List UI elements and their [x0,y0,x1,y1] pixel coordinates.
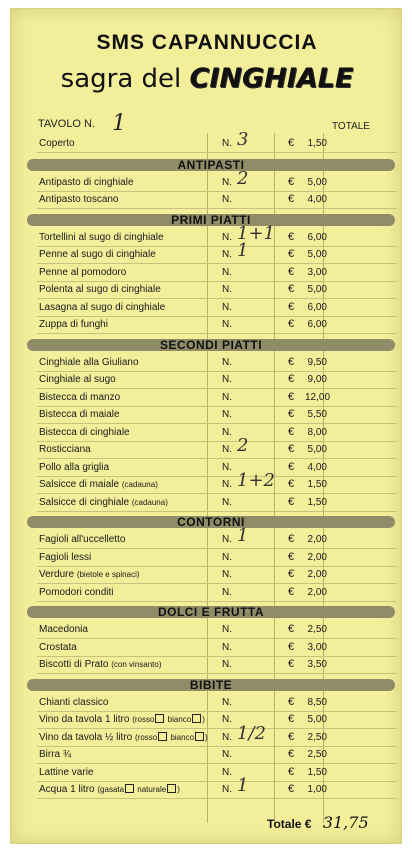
menu-item [37,694,397,712]
row-line [37,798,397,799]
euro-sign: € [288,137,295,149]
quantity-handwritten: 2 [237,167,249,189]
quantity-label: N. [222,409,232,420]
quantity-label: N. [222,784,232,795]
euro-sign: € [288,460,295,473]
item-name: Macedonia [39,624,88,635]
menu-item [37,389,397,407]
item-note: bianco [165,715,192,724]
grand-total-value: 31,75 [322,813,369,832]
grand-total [267,813,369,832]
euro-sign: € [288,478,295,490]
euro-sign: € [288,533,295,545]
quantity-label: N. [222,586,232,598]
section-title: BIBITE [189,677,233,692]
menu-item [37,711,397,729]
menu-item [37,656,397,674]
euro-sign: € [288,248,295,260]
subtitle-big: CINGHIALE [189,63,354,94]
euro-sign: € [288,585,295,598]
item-price: 4,00 [307,194,327,205]
quantity-handwritten: 1 [237,525,249,546]
total-column-label: TOTALE [332,121,370,132]
euro-sign: € [288,230,295,243]
menu-item [37,525,397,549]
euro-sign: € [288,550,295,563]
quantity-handwritten: 1+1 [237,222,275,244]
menu-item [37,639,397,657]
menu-item [37,191,397,209]
checkbox [155,714,164,723]
menu-item [37,722,397,747]
table-number: 1 [112,111,127,136]
grand-total-label: Totale € [267,817,312,831]
quantity-label: N. [222,479,232,490]
checkbox [125,784,134,793]
item-price: 6,00 [307,231,327,243]
section-title: SECONDI PIATTI [159,337,263,352]
quantity-label: N. [222,534,232,545]
menu-item [37,435,397,459]
menu-item [37,424,397,442]
quantity-label: N. [222,138,232,149]
item-name: Coperto [39,138,75,149]
euro-sign: € [288,640,295,653]
menu-item [37,621,397,639]
item-price: 9,50 [307,356,327,368]
item-note: ) [205,732,208,742]
quantity-label: N. [222,194,232,205]
euro-sign: € [288,300,295,313]
quantity-label: N. [222,231,232,243]
menu-item [37,264,397,282]
menu-item [37,240,397,264]
item-note: (cadauna) [121,480,158,489]
item-name: Salsicce di maiale (cadauna) [39,479,158,490]
item-price: 5,00 [307,176,327,188]
item-price: 8,00 [307,426,327,438]
item-name: Fagioli all'uccelletto [39,534,126,545]
item-name: Fagioli lessi [39,551,92,563]
page-title: SMS CAPANNUCCIA [96,31,318,54]
item-price: 8,50 [307,696,327,708]
quantity-handwritten: 3 [237,129,249,150]
quantity-label: N. [222,749,232,760]
item-price: 5,00 [307,284,327,295]
item-price: 2,50 [307,624,327,635]
item-price: 6,00 [307,319,327,330]
item-price: 1,50 [307,496,327,508]
page-subtitle [11,63,403,94]
item-name: Polenta al sugo di cinghiale [39,284,161,295]
item-note: (rosso [132,715,155,724]
menu-item [37,371,397,389]
menu-item [37,316,397,334]
quantity-label: N. [222,301,232,313]
euro-sign: € [288,390,295,403]
quantity-label: N. [222,266,232,278]
item-name: Vino da tavola ½ litro (rosso bianco ) [39,731,208,743]
item-price: 2,00 [307,569,327,580]
item-name: Acqua 1 litro (gasata naturale ) [39,784,180,795]
item-price: 2,00 [307,586,327,598]
euro-sign: € [288,748,295,760]
menu-item [37,470,397,494]
section-title: DOLCI E FRUTTA [157,605,265,619]
euro-sign: € [288,193,295,205]
quantity-label: N. [222,176,232,188]
item-name: Cinghiale al sugo [39,374,116,385]
quantity-label: N. [222,731,232,743]
menu-item [37,222,397,247]
item-name: Salsicce di cinghiale (cadauna) [39,496,168,508]
item-note: bianco [168,732,195,742]
item-name: Lasagna al sugo di cinghiale [39,301,166,313]
item-name: Vino da tavola 1 litro (rosso bianco ) [39,714,205,725]
quantity-handwritten: 1+2 [237,470,275,491]
menu-item [37,281,397,299]
quantity-label: N. [222,249,232,260]
section-title: ANTIPASTI [177,157,245,172]
quantity-label: N. [222,766,232,778]
item-name: Bistecca di maiale [39,409,120,420]
checkbox [192,714,201,723]
euro-sign: € [288,373,295,385]
euro-sign: € [288,623,295,635]
euro-sign: € [288,425,295,438]
item-name: Antipasto toscano [39,194,119,205]
quantity-label: N. [222,569,232,580]
item-name: Crostata [39,641,77,653]
menu-item [37,299,397,317]
section-title: PRIMI PIATTI [171,212,251,227]
item-name: Antipasto di cinghiale [39,176,134,188]
item-price: 1,50 [307,138,327,149]
item-note: naturale [135,785,167,794]
item-price: 9,00 [307,374,327,385]
item-price: 1,50 [307,766,327,778]
row-line [37,333,397,334]
item-price: 5,00 [307,444,327,455]
quantity-label: N. [222,641,232,653]
euro-sign: € [288,730,295,743]
item-note: (bietole e spinaci) [76,570,140,579]
order-sheet [10,8,402,844]
item-price: 3,00 [307,266,327,278]
menu-item [37,775,397,799]
item-note: (rosso [135,732,158,742]
euro-sign: € [288,658,295,670]
item-name: Penne al sugo di cinghiale [39,249,156,260]
item-price: 2,00 [307,534,327,545]
euro-sign: € [288,713,295,725]
menu-item [37,354,397,372]
item-name: Bistecca di manzo [39,391,121,403]
table-label: TAVOLO N. [38,118,96,130]
quantity-label: N. [222,496,232,508]
quantity-label: N. [222,659,232,670]
menu-item [37,566,397,584]
quantity-label: N. [222,319,232,330]
item-price: 5,00 [307,249,327,260]
item-name: Bistecca di cinghiale [39,426,130,438]
euro-sign: € [288,265,295,278]
item-price: 3,50 [307,659,327,670]
quantity-label: N. [222,356,232,368]
item-note: (cadauna) [131,497,168,507]
item-price: 2,50 [307,749,327,760]
euro-sign: € [288,175,295,188]
item-name: Birra ¾ [39,749,72,760]
checkbox [167,784,176,793]
item-price: 6,00 [307,301,327,313]
menu-item [37,549,397,567]
checkbox [195,732,204,741]
item-name: Pollo alla griglia [39,461,110,473]
section-title: CONTORNI [177,515,245,529]
quantity-label: N. [222,426,232,438]
item-price: 5,00 [307,714,327,725]
item-price: 3,00 [307,641,327,653]
item-name: Biscotti di Prato (con vinsanto) [39,659,162,670]
quantity-label: N. [222,284,232,295]
menu-item [37,459,397,477]
euro-sign: € [288,355,295,368]
item-price: 2,50 [307,731,327,743]
row-line [37,152,397,153]
item-name: Pomodori conditi [39,586,114,598]
quantity-handwritten: 1 [237,775,249,796]
euro-sign: € [288,765,295,778]
item-price: 1,50 [307,479,327,490]
quantity-label: N. [222,374,232,385]
item-price: 5,50 [307,409,327,420]
row-line [37,208,397,209]
quantity-label: N. [222,624,232,635]
euro-sign: € [288,318,295,330]
item-name: Cinghiale alla Giuliano [39,356,139,368]
menu-item [37,129,397,153]
euro-sign: € [288,783,295,795]
euro-sign: € [288,568,295,580]
quantity-handwritten: 1/2 [237,722,266,744]
euro-sign: € [288,443,295,455]
item-price: 12,00 [305,391,331,403]
row-line [37,511,397,512]
menu-item [37,167,397,192]
menu-item [37,764,397,782]
quantity-label: N. [222,461,232,473]
menu-item [37,406,397,424]
item-price: 2,00 [307,551,327,563]
item-note: (con vinsanto) [111,660,162,669]
euro-sign: € [288,408,295,420]
item-price: 4,00 [307,461,327,473]
item-name: Rosticciana [39,444,91,455]
quantity-label: N. [222,391,232,403]
item-name: Chianti classico [39,696,109,708]
menu-item [37,746,397,764]
quantity-label: N. [222,551,232,563]
quantity-handwritten: 2 [237,435,249,456]
item-name: Verdure (bietole e spinaci) [39,569,140,580]
quantity-label: N. [222,696,232,708]
row-line [37,673,397,674]
menu-item [37,494,397,512]
item-name: Lattine varie [39,766,94,778]
subtitle-prefix: sagra del [60,64,182,94]
item-note: (gasata [97,785,125,794]
item-price: 1,00 [307,784,327,795]
item-name: Tortellini al sugo di cinghiale [39,231,164,243]
quantity-handwritten: 1 [237,240,249,261]
checkbox [158,732,167,741]
item-note: ) [177,785,180,794]
quantity-label: N. [222,444,232,455]
menu-item [37,584,397,602]
euro-sign: € [288,283,295,295]
item-name: Zuppa di funghi [39,319,108,330]
table-number-field [38,111,126,136]
item-name: Penne al pomodoro [39,266,127,278]
row-line [37,601,397,602]
euro-sign: € [288,495,295,508]
euro-sign: € [288,695,295,708]
quantity-label: N. [222,714,232,725]
item-note: ) [202,715,205,724]
